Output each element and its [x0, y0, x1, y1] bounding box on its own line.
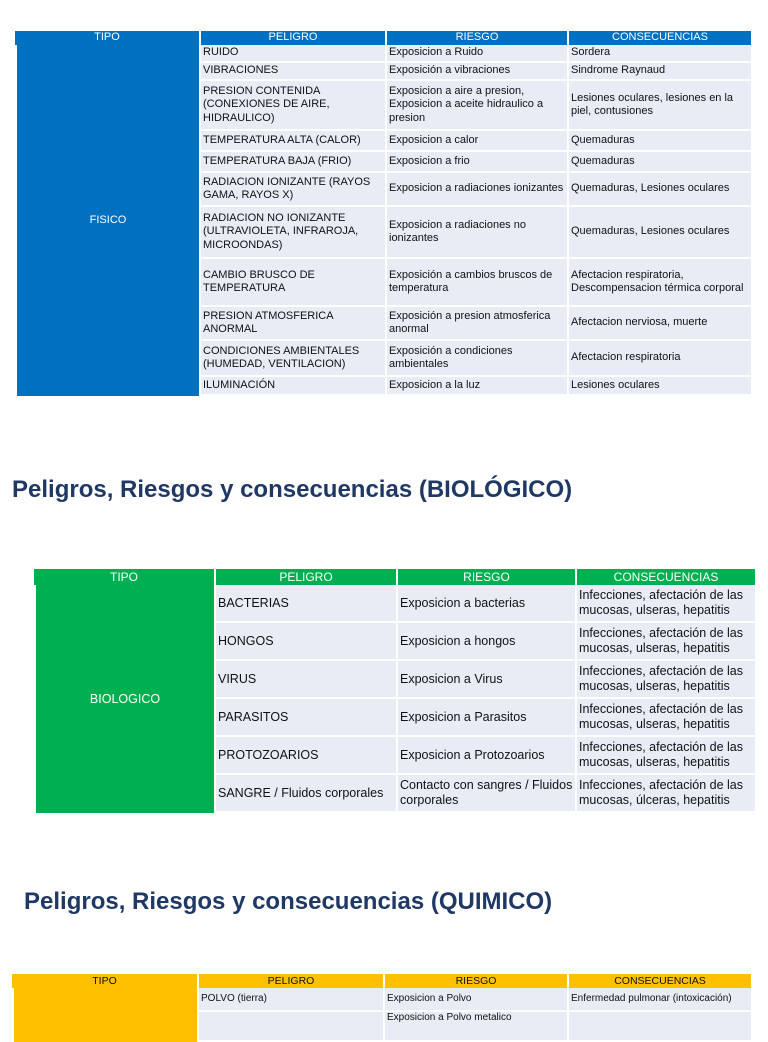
- riesgo-cell: Exposicion a Ruido: [385, 45, 567, 63]
- riesgo-cell: Exposicion a Protozoarios: [396, 737, 575, 775]
- riesgo-cell: Exposicion a radiaciones no ionizantes: [385, 207, 567, 259]
- riesgo-cell: Exposicion a calor: [385, 131, 567, 152]
- riesgo-cell: Exposicion a aire a presion, Exposicion a aceite hidraulico a presion: [385, 81, 567, 131]
- header-tipo: TIPO: [15, 31, 199, 45]
- riesgo-cell: Exposición a cambios bruscos de temperatura: [385, 259, 567, 307]
- riesgo-cell: Exposicion a la luz: [385, 377, 567, 396]
- table-row: [34, 585, 755, 623]
- peligro-cell: PRESION ATMOSFERICA ANORMAL: [199, 307, 385, 341]
- fisico-header-row: [15, 31, 751, 45]
- header-consecuencias: CONSECUENCIAS: [575, 569, 755, 585]
- consecuencias-cell: Quemaduras: [567, 152, 751, 173]
- riesgo-cell: Exposicion a frio: [385, 152, 567, 173]
- peligro-cell: TEMPERATURA ALTA (CALOR): [199, 131, 385, 152]
- peligro-cell: PROTOZOARIOS: [214, 737, 396, 775]
- riesgo-cell: Exposicion a hongos: [396, 623, 575, 661]
- consecuencias-cell: Infecciones, afectación de las mucosas, ulseras, hepatitis: [575, 699, 755, 737]
- biologico-header-row: [34, 569, 755, 585]
- section-title-quimico: Peligros, Riesgos y consecuencias (QUIMICO): [24, 888, 553, 915]
- table-row: [12, 988, 751, 1012]
- header-tipo: TIPO: [12, 974, 197, 988]
- peligro-cell: VIRUS: [214, 661, 396, 699]
- riesgo-cell: Exposición a presion atmosferica anormal: [385, 307, 567, 341]
- quimico-table: [12, 974, 751, 1042]
- consecuencias-cell: Infecciones, afectación de las mucosas, ulseras, hepatitis: [575, 737, 755, 775]
- header-riesgo: RIESGO: [396, 569, 575, 585]
- header-consecuencias: CONSECUENCIAS: [567, 974, 751, 988]
- consecuencias-cell: Quemaduras, Lesiones oculares: [567, 173, 751, 207]
- riesgo-cell: Exposicion a Polvo: [383, 988, 567, 1012]
- peligro-cell: SANGRE / Fluidos corporales: [214, 775, 396, 813]
- header-peligro: PELIGRO: [214, 569, 396, 585]
- fisico-table: [15, 31, 751, 396]
- riesgo-cell: Contacto con sangres / Fluidos corporales: [396, 775, 575, 813]
- riesgo-cell: Exposición a condiciones ambientales: [385, 341, 567, 377]
- consecuencias-cell: Enfermedad pulmonar (intoxicación): [567, 988, 751, 1012]
- tipo-cell: BIOLOGICO: [34, 585, 214, 813]
- peligro-cell: BACTERIAS: [214, 585, 396, 623]
- riesgo-cell: Exposicion a Polvo metalico: [383, 1012, 567, 1042]
- consecuencias-cell: Infecciones, afectación de las mucosas, ulseras, hepatitis: [575, 585, 755, 623]
- consecuencias-cell: Afectacion respiratoria, Descompensacion térmica corporal: [567, 259, 751, 307]
- biologico-table: [34, 569, 755, 813]
- header-consecuencias: CONSECUENCIAS: [567, 31, 751, 45]
- peligro-cell: CAMBIO BRUSCO DE TEMPERATURA: [199, 259, 385, 307]
- quimico-header-row: [12, 974, 751, 988]
- peligro-cell: CONDICIONES AMBIENTALES (HUMEDAD, VENTILACION): [199, 341, 385, 377]
- section-title-biologico: Peligros, Riesgos y consecuencias (BIOLÓGICO): [12, 476, 573, 503]
- header-peligro: PELIGRO: [197, 974, 383, 988]
- consecuencias-cell: Lesiones oculares: [567, 377, 751, 396]
- consecuencias-cell: Sordera: [567, 45, 751, 63]
- consecuencias-cell: Afectacion respiratoria: [567, 341, 751, 377]
- consecuencias-cell: [567, 1012, 751, 1042]
- consecuencias-cell: Quemaduras: [567, 131, 751, 152]
- peligro-cell: ILUMINACIÓN: [199, 377, 385, 396]
- header-tipo: TIPO: [34, 569, 214, 585]
- peligro-cell: RADIACION NO IONIZANTE (ULTRAVIOLETA, INFRAROJA, MICROONDAS): [199, 207, 385, 259]
- peligro-cell: RUIDO: [199, 45, 385, 63]
- header-riesgo: RIESGO: [383, 974, 567, 988]
- peligro-cell: TEMPERATURA BAJA (FRIO): [199, 152, 385, 173]
- consecuencias-cell: Lesiones oculares, lesiones en la piel, contusiones: [567, 81, 751, 131]
- consecuencias-cell: Sindrome Raynaud: [567, 63, 751, 81]
- riesgo-cell: Exposicion a Parasitos: [396, 699, 575, 737]
- consecuencias-cell: Infecciones, afectación de las mucosas, ulseras, hepatitis: [575, 661, 755, 699]
- consecuencias-cell: Infecciones, afectación de las mucosas, úlceras, hepatitis: [575, 775, 755, 813]
- consecuencias-cell: Infecciones, afectación de las mucosas, ulseras, hepatitis: [575, 623, 755, 661]
- header-riesgo: RIESGO: [385, 31, 567, 45]
- consecuencias-cell: Afectacion nerviosa, muerte: [567, 307, 751, 341]
- peligro-cell: RADIACION IONIZANTE (RAYOS GAMA, RAYOS X): [199, 173, 385, 207]
- tipo-cell: FISICO: [15, 45, 199, 396]
- consecuencias-cell: Quemaduras, Lesiones oculares: [567, 207, 751, 259]
- peligro-cell: PRESION CONTENIDA (CONEXIONES DE AIRE, HIDRAULICO): [199, 81, 385, 131]
- riesgo-cell: Exposicion a bacterias: [396, 585, 575, 623]
- riesgo-cell: Exposicion a Virus: [396, 661, 575, 699]
- peligro-cell: [197, 1012, 383, 1042]
- table-row: [15, 45, 751, 63]
- tipo-cell: [12, 988, 197, 1042]
- riesgo-cell: Exposición a vibraciones: [385, 63, 567, 81]
- peligro-cell: PARASITOS: [214, 699, 396, 737]
- peligro-cell: HONGOS: [214, 623, 396, 661]
- peligro-cell: POLVO (tierra): [197, 988, 383, 1012]
- header-peligro: PELIGRO: [199, 31, 385, 45]
- riesgo-cell: Exposicion a radiaciones ionizantes: [385, 173, 567, 207]
- peligro-cell: VIBRACIONES: [199, 63, 385, 81]
